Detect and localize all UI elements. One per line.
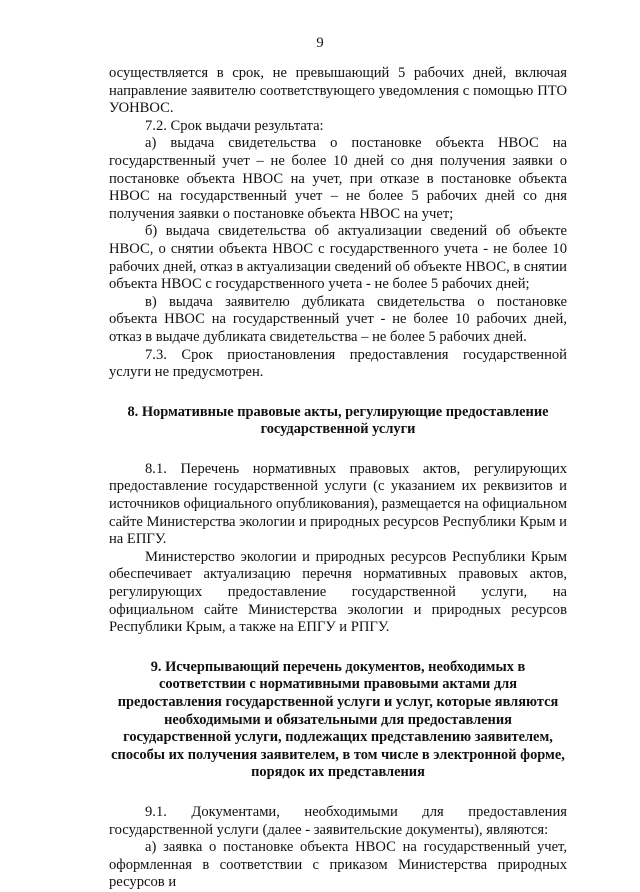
section-9-heading: 9. Исчерпывающий перечень документов, необходимых в соответствии с нормативными правовыми актами для предоставления государственной услуги и услуг, которые являются необходимыми и обязательными для предоставления государственной услуги, подлежащих представлению заявителем, способы их получения заявителем, в том числе в электронной форме, порядок их представления: [111, 658, 565, 781]
paragraph-9-1: 9.1. Документами, необходимыми для предоставления государственной услуги (далее - заявительские документы), являются:: [109, 803, 567, 838]
paragraph-7-2-a: а) выдача свидетельства о постановке объекта НВОС на государственный учет – не более 10 дней со дня получения заявки о постановке объекта НВОС на учет, при отказе в постановке объекта НВОС на государственный учет – не более 5 рабочих дней со дня получения заявки о постановке объекта НВОС на учет;: [109, 135, 567, 222]
section-8-heading: 8. Нормативные правовые акты, регулирующие предоставление государственной услуги: [127, 403, 549, 438]
page-number: 9: [316, 35, 324, 51]
paragraph-9-1-a: а) заявка о постановке объекта НВОС на государственный учет, оформленная в соответствии с приказом Министерства природных ресурсов и: [109, 839, 567, 891]
paragraph-7-2-b: б) выдача свидетельства об актуализации сведений об объекте НВОС, о снятии объекта НВОС с государственного учета - не более 10 рабочих дней, отказ в актуализации сведений об объекте НВОС, в снятии объекта НВОС с государственного учета - не более 5 рабочих дней;: [109, 223, 567, 293]
paragraph-7-2-v: в) выдача заявителю дубликата свидетельства о постановке объекта НВОС на государственный учет - не более 10 рабочих дней, отказ в выдаче дубликата свидетельства – не более 5 рабочих дней.: [109, 293, 567, 345]
paragraph-8-2: Министерство экологии и природных ресурсов Республики Крым обеспечивает актуализацию перечня нормативных правовых актов, регулирующих предоставление государственной услуги, на официальном сайте Министерства экологии и природных ресурсов Республики Крым, а также на ЕПГУ и РПГУ.: [109, 548, 567, 636]
page-body: [109, 65, 567, 892]
paragraph-7-2: 7.2. Срок выдачи результата:: [145, 117, 324, 134]
paragraph-7-3: 7.3. Срок приостановления предоставления государственной услуги не предусмотрен.: [109, 346, 567, 381]
paragraph-8-1: 8.1. Перечень нормативных правовых актов, регулирующих предоставление государственной услуги (с указанием их реквизитов и источников официального опубликования), размещается на официальном сайте Министерства экологии и природных ресурсов Республики Крым и на ЕПГУ.: [109, 460, 567, 548]
paragraph-continuation: осуществляется в срок, не превышающий 5 рабочих дней, включая направление заявителю соответствующего уведомления с помощью ПТО УОНВОС.: [109, 65, 567, 117]
